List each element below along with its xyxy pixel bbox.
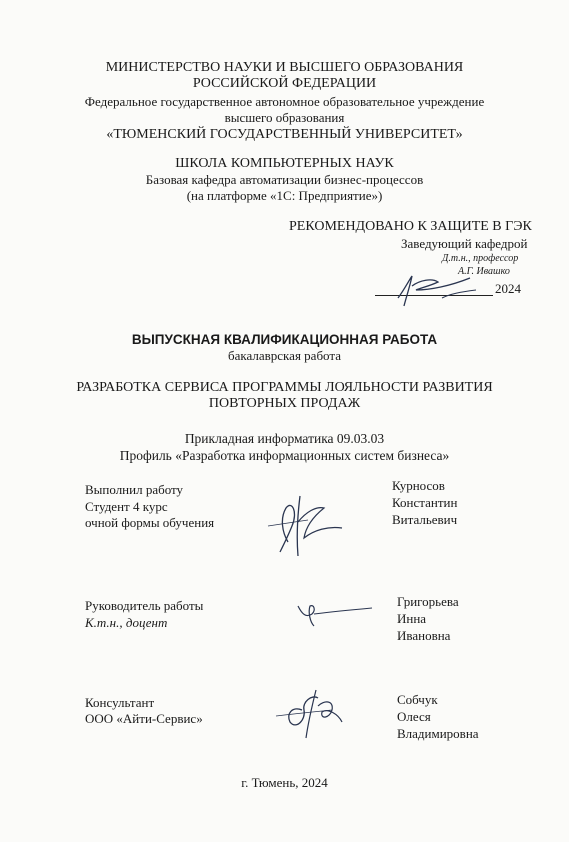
- profile: Профиль «Разработка информационных систем бизнеса»: [119, 448, 450, 463]
- supervisor-firstname: Инна: [397, 611, 427, 626]
- department-name: Базовая кафедра автоматизации бизнес-процессов: [145, 172, 424, 187]
- ministry-header: [0, 60, 569, 143]
- consultant-firstname: Олеся: [397, 709, 431, 724]
- supervisor-patronymic: Ивановна: [397, 628, 451, 643]
- supervisor-signature: [296, 600, 376, 630]
- university-name: «ТЮМЕНСКИЙ ГОСУДАРСТВЕННЫЙ УНИВЕРСИТЕТ»: [106, 127, 463, 142]
- student-firstname: Константин: [392, 495, 458, 510]
- city-year: г. Тюмень, 2024: [241, 775, 328, 790]
- student-label-course: Студент 4 курс: [85, 499, 168, 514]
- dept-head-signature: [390, 268, 490, 308]
- supervisor-degree: К.т.н., доцент: [85, 615, 168, 630]
- approval-year: 2024: [495, 281, 521, 296]
- school-block: [0, 156, 569, 203]
- education-level-line: высшего образования: [224, 109, 345, 125]
- supervisor-surname: Григорьева: [397, 594, 459, 609]
- consultant-patronymic: Владимировна: [397, 726, 479, 741]
- department-platform: (на платформе «1С: Предприятие»): [186, 187, 383, 203]
- dept-head-degree: Д.т.н., профессор: [442, 253, 519, 264]
- student-label-form: очной формы обучения: [85, 515, 215, 530]
- school-name: ШКОЛА КОМПЬЮТЕРНЫХ НАУК: [175, 156, 394, 171]
- specialty: Прикладная информатика 09.03.03: [184, 431, 385, 446]
- ministry-line: МИНИСТЕРСТВО НАУКИ И ВЫСШЕГО ОБРАЗОВАНИЯ: [105, 60, 464, 75]
- supervisor-label: Руководитель работы: [85, 598, 204, 613]
- thesis-title-block: [0, 380, 569, 412]
- consultant-label: Консультант: [85, 695, 155, 710]
- student-signature: [258, 482, 358, 562]
- consultant-surname: Собчук: [397, 692, 438, 707]
- student-patronymic: Витальевич: [392, 512, 458, 527]
- footer: [0, 775, 569, 791]
- thesis-title-line2: ПОВТОРНЫХ ПРОДАЖ: [208, 396, 361, 411]
- specialty-block: [0, 430, 569, 464]
- work-kind: бакалаврская работа: [228, 348, 341, 363]
- consultant-company: ООО «Айти-Сервис»: [85, 711, 203, 726]
- student-label-performed: Выполнил работу: [85, 482, 184, 497]
- institution-type-line: Федеральное государственное автономное образовательное учреждение: [84, 94, 485, 109]
- student-surname: Курносов: [392, 478, 445, 493]
- recommended-label: РЕКОМЕНДОВАНО К ЗАЩИТЕ В ГЭК: [289, 219, 532, 234]
- consultant-signature: [272, 680, 362, 740]
- dept-head-label: Заведующий кафедрой: [401, 236, 528, 251]
- dept-head-name: А.Г. Ивашко: [458, 266, 510, 277]
- thesis-title-line1: РАЗРАБОТКА СЕРВИСА ПРОГРАММЫ ЛОЯЛЬНОСТИ РАЗВИТИЯ: [76, 380, 493, 395]
- work-type-block: [0, 332, 569, 364]
- work-type: ВЫПУСКНАЯ КВАЛИФИКАЦИОННАЯ РАБОТА: [131, 332, 438, 347]
- federation-line: РОССИЙСКОЙ ФЕДЕРАЦИИ: [192, 76, 377, 91]
